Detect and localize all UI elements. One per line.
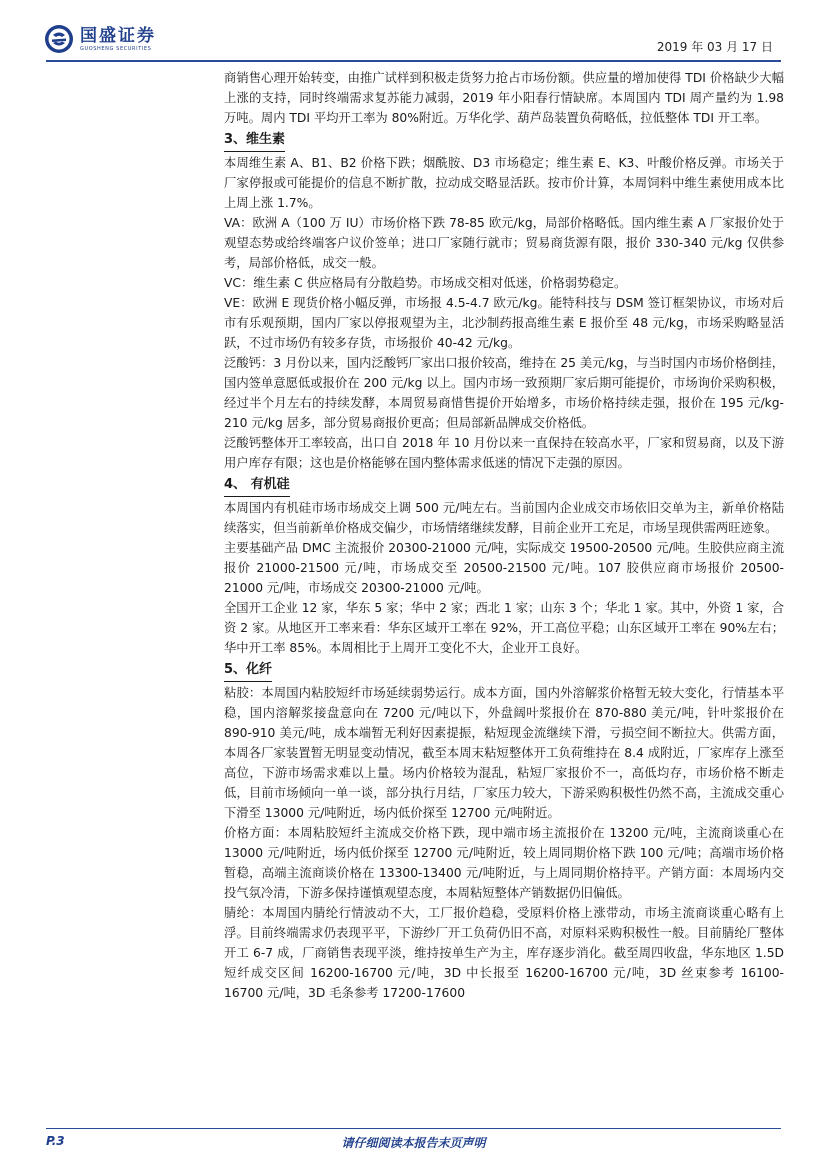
logo-wordmark xyxy=(80,26,156,53)
vitamin-e-paragraph: VE：欧洲 E 现货价格小幅反弹，市场报 4.5-4.7 欧元/kg。能特科技与 DSM 签订框架协议，市场对后市有乐观预期，国内厂家以停报观望为主，北沙制药报高维生素 E 报价至 48 元/kg，市场采购略显活跃，不过市场仍有较多存货，市场报价 40-42 元/kg。 xyxy=(224,296,784,350)
section-title-vitamins: 3、维生素 xyxy=(224,129,285,152)
viscose-price-paragraph: 价格方面：本周粘胶短纤主流成交价格下跌，现中端市场主流报价在 13200 元/吨，主流商谈重心在 13000 元/吨附近，场内低价探至 12700 元/吨附近，较上周同期价格下跌 100 元/吨；高端市场价格暂稳，高端主流商谈价格在 13300-13400 元/吨附近，与上周同期价格持平。产销方面：本周场内交投气氛冷清，下游多保持谨慎观望态度，本周粘短整体产销数据仍旧偏低。 xyxy=(224,826,784,900)
acrylic-paragraph: 腈纶：本周国内腈纶行情波动不大，工厂报价趋稳，受原料价格上涨带动，市场主流商谈重心略有上浮。目前终端需求仍表现平平，下游纱厂开工负荷仍旧不高，对原料采购积极性一般。目前腈纶厂整体开工 6-7 成，厂商销售表现平淡，维持按单生产为主，库存逐步消化。截至周四收盘，华东地区 1.5D 短纤成交区间 16200-16700 元/吨，3D 中长报至 16200-16700 元/吨，3D 丝束参考 16100-16700 元/吨，3D 毛条参考 17200-17600 xyxy=(224,906,784,1000)
report-date: 2019 年 03 月 17 日 xyxy=(656,40,773,54)
section-title-silicone: 4、 有机硅 xyxy=(224,474,290,497)
calcium-pantothenate-operation-paragraph: 泛酸钙整体开工率较高，出口自 2018 年 10 月份以来一直保持在较高水平，厂家和贸易商，以及下游用户库存有限；这也是价格能够在国内整体需求低迷的情况下走强的原因。 xyxy=(224,436,784,470)
header-divider xyxy=(46,60,781,62)
vitamin-a-paragraph: VA：欧洲 A（100 万 IU）市场价格下跌 78-85 欧元/kg，局部价格略低。国内维生素 A 厂家报价处于观望态势或给终端客户议价签单；进口厂家随行就市；贸易商货源有限，报价 330-340 元/kg 仅供参考，局部价格低，成交一般。 xyxy=(224,216,784,270)
viscose-paragraph: 粘胶：本周国内粘胶短纤市场延续弱势运行。成本方面，国内外溶解浆价格暂无较大变化，行情基本平稳，国内溶解浆接盘意向在 7200 元/吨以下，外盘阔叶浆报价在 870-880 美元/吨，针叶浆报价在 890-910 美元/吨，成本端暂无利好因素提振，粘短现金流继续下滑，亏损空间不断拉大。供需方面，本周各厂家装置暂无明显变动情况，截至本周末粘短整体开工负荷维持在 8.4 成附近，厂家库存上涨至高位，下游市场需求难以上量。场内价格较为混乱，粘短厂家报价不一，高低均存，市场价格不断走低，目前市场倾向一单一谈，部分执行月结，厂家压力较大，下游采购积极性仍然不高，主流成交重心下滑至 13000 元/吨附近，场内低价探至 12700 元/吨附近。 xyxy=(224,686,784,820)
page-footer xyxy=(0,1128,827,1168)
vitamin-overview-paragraph: 本周维生素 A、B1、B2 价格下跌；烟酰胺、D3 市场稳定；维生素 E、K3、叶酸价格反弹。市场关于厂家停报或可能提价的信息不断扩散，拉动成交略显活跃。按市价计算，本周饲料中维生素使用成本比上周上涨 1.7%。 xyxy=(224,156,784,210)
page-number: P.3 xyxy=(46,1134,65,1148)
page-header xyxy=(0,0,827,64)
silicone-market-paragraph: 本周国内有机硅市场市场成交上调 500 元/吨左右。当前国内企业成交市场依旧交单为主，新单价格陆续落实，但当前新单价格成交偏少，市场情绪继续发酵，目前企业开工充足，市场呈现供需两旺迹象。 xyxy=(224,501,784,535)
silicone-price-paragraph: 主要基础产品 DMC 主流报价 20300-21000 元/吨，实际成交 19500-20500 元/吨。生胶供应商主流报价 21000-21500 元/吨，市场成交至 20500-21500 元/吨。107 胶供应商市场报价 20500-21000 元/吨，市场成交 20300-21000 元/吨。 xyxy=(224,541,784,595)
footer-disclaimer: 请仔细阅读本报告末页声明 xyxy=(341,1136,486,1150)
vitamin-c-paragraph: VC：维生素 C 供应格局有分散趋势。市场成交相对低迷，价格弱势稳定。 xyxy=(224,276,627,290)
company-logo xyxy=(44,24,156,54)
section-title-chemical-fiber: 5、化纤 xyxy=(224,659,272,682)
guosheng-logo-icon xyxy=(44,24,74,54)
silicone-operation-paragraph: 全国开工企业 12 家，华东 5 家；华中 2 家；西北 1 家；山东 3 个；华北 1 家。其中，外资 1 家，合资 2 家。从地区开工率来看：华东区域开工率在 92%，开工高位平稳；山东区域开工率在 90%左右；华中开工率 85%。本周相比于上周开工变化不大，企业开工良好。 xyxy=(224,601,785,655)
logo-text: 国盛证券 xyxy=(80,25,156,46)
report-body xyxy=(224,68,784,1003)
footer-divider xyxy=(46,1128,781,1129)
calcium-pantothenate-paragraph: 泛酸钙：3 月份以来，国内泛酸钙厂家出口报价较高，维持在 25 美元/kg，与当时国内市场价格倒挂，国内签单意愿低或报价在 200 元/kg 以上。国内市场一致预期厂家后期可能提价，市场询价采购积极，经过半个月左右的持续发酵，本周贸易商惜售提价开始增多，市场价格持续走强，报价在 195 元/kg-210 元/kg 居多，部分贸易商报价更高；但局部新品牌成交价格低。 xyxy=(224,356,784,430)
tdi-paragraph: 商销售心理开始转变，由推广试样到积极走货努力抢占市场份额。供应量的增加使得 TDI 价格缺少大幅上涨的支持，同时终端需求复苏能力减弱，2019 年小阳春行情缺席。本周国内 TDI 周产量约为 1.98 万吨。周内 TDI 平均开工率为 80%附近。万华化学、葫芦岛装置负荷略低，拉低整体 TDI 开工率。 xyxy=(224,71,784,125)
logo-subtext: GUOSHENG SECURITIES xyxy=(80,45,152,52)
